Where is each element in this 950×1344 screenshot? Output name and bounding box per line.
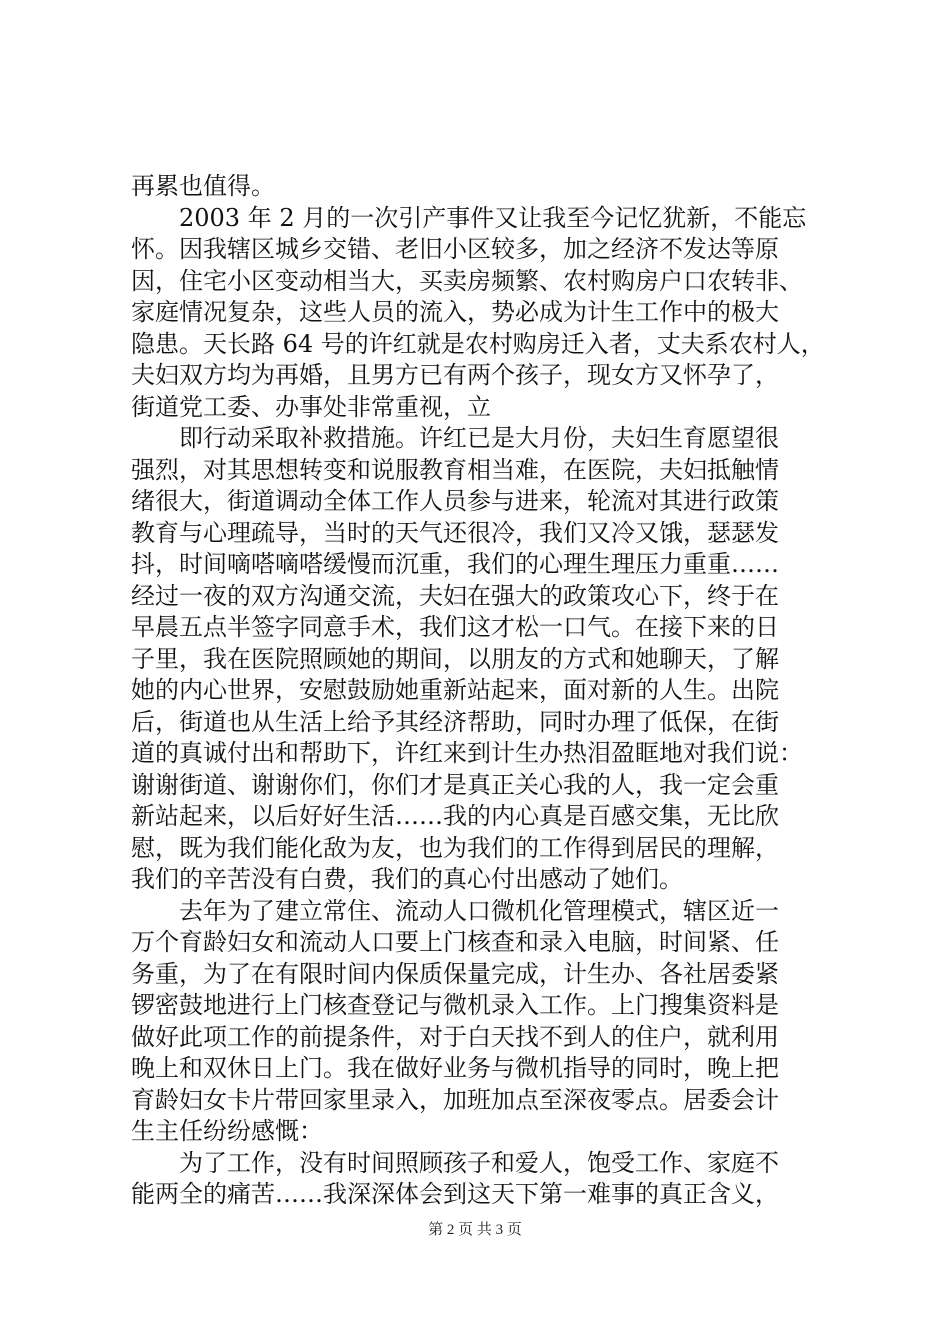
text-line: 她的内心世界，安慰鼓励她重新站起来，面对新的人生。出院: [131, 676, 779, 704]
text-line: 道的真诚付出和帮助下，许红来到计生办热泪盈眶地对我们说：: [131, 739, 803, 767]
text-line: 子里，我在医院照顾她的期间，以朋友的方式和她聊天，了解: [131, 644, 779, 673]
text-line: 生主任纷纷感慨：: [131, 1117, 323, 1145]
text-line: 抖，时间嘀嗒嘀嗒缓慢而沉重，我们的心理生理压力重重……: [131, 550, 779, 578]
text-line: 育龄妇女卡片带回家里录入，加班加点至深夜零点。居委会计: [131, 1085, 779, 1114]
text-line: 再累也值得。: [131, 172, 275, 200]
body-text: [131, 171, 825, 1211]
text-line: 我们的辛苦没有白费，我们的真心付出感动了她们。: [131, 865, 683, 893]
text-line: 谢谢街道、谢谢你们，你们才是真正关心我的人，我一定会重: [131, 770, 779, 799]
text-line: 早晨五点半签字同意手术，我们这才松一口气。在接下来的日: [131, 613, 779, 641]
text-line: 能两全的痛苦……我深深体会到这天下第一难事的真正含义，: [131, 1180, 779, 1208]
text-line: 夫妇双方均为再婚，且男方已有两个孩子，现女方又怀孕了，: [131, 361, 779, 389]
page-number-footer: 第 2 页 共 3 页: [428, 1222, 522, 1238]
text-line: 去年为了建立常住、流动人口微机化管理模式，辖区近一: [131, 896, 779, 925]
text-line: 万个育龄妇女和流动人口要上门核查和录入电脑，时间紧、任: [131, 928, 779, 956]
text-line: 即行动采取补救措施。许红已是大月份，夫妇生育愿望很: [131, 424, 779, 452]
text-line: 2003 年 2 月的一次引产事件又让我至今记忆犹新，不能忘: [131, 203, 807, 232]
text-line: 锣密鼓地进行上门核查登记与微机录入工作。上门搜集资料是: [131, 991, 779, 1019]
text-line: 后，街道也从生活上给予其经济帮助，同时办理了低保，在街: [131, 707, 779, 736]
text-line: 因，住宅小区变动相当大，买卖房频繁、农村购房户口农转非、: [131, 266, 803, 295]
text-line: 强烈，对其思想转变和说服教育相当难，在医院，夫妇抵触情: [131, 455, 779, 484]
text-line: 教育与心理疏导，当时的天气还很冷，我们又冷又饿，瑟瑟发: [131, 518, 779, 547]
text-line: 晚上和双休日上门。我在做好业务与微机指导的同时，晚上把: [131, 1054, 779, 1082]
text-line: 隐患。天长路 64 号的许红就是农村购房迁入者，丈夫系农村人，: [131, 329, 825, 358]
text-line: 为了工作，没有时间照顾孩子和爱人，饱受工作、家庭不: [131, 1148, 779, 1177]
text-line: 怀。因我辖区城乡交错、老旧小区较多，加之经济不发达等原: [131, 235, 779, 263]
text-line: 做好此项工作的前提条件，对于白天找不到人的住户，就利用: [131, 1022, 779, 1051]
text-line: 家庭情况复杂，这些人员的流入，势必成为计生工作中的极大: [131, 298, 779, 326]
text-line: 经过一夜的双方沟通交流，夫妇在强大的政策攻心下，终于在: [131, 581, 779, 610]
text-line: 新站起来，以后好好生活……我的内心真是百感交集，无比欣: [131, 802, 779, 830]
text-line: 务重，为了在有限时间内保质保量完成，计生办、各社居委紧: [131, 959, 779, 988]
text-line: 街道党工委、办事处非常重视，立: [131, 392, 491, 421]
text-line: 绪很大，街道调动全体工作人员参与进来，轮流对其进行政策: [131, 487, 779, 515]
text-line: 慰，既为我们能化敌为友，也为我们的工作得到居民的理解，: [131, 833, 779, 862]
